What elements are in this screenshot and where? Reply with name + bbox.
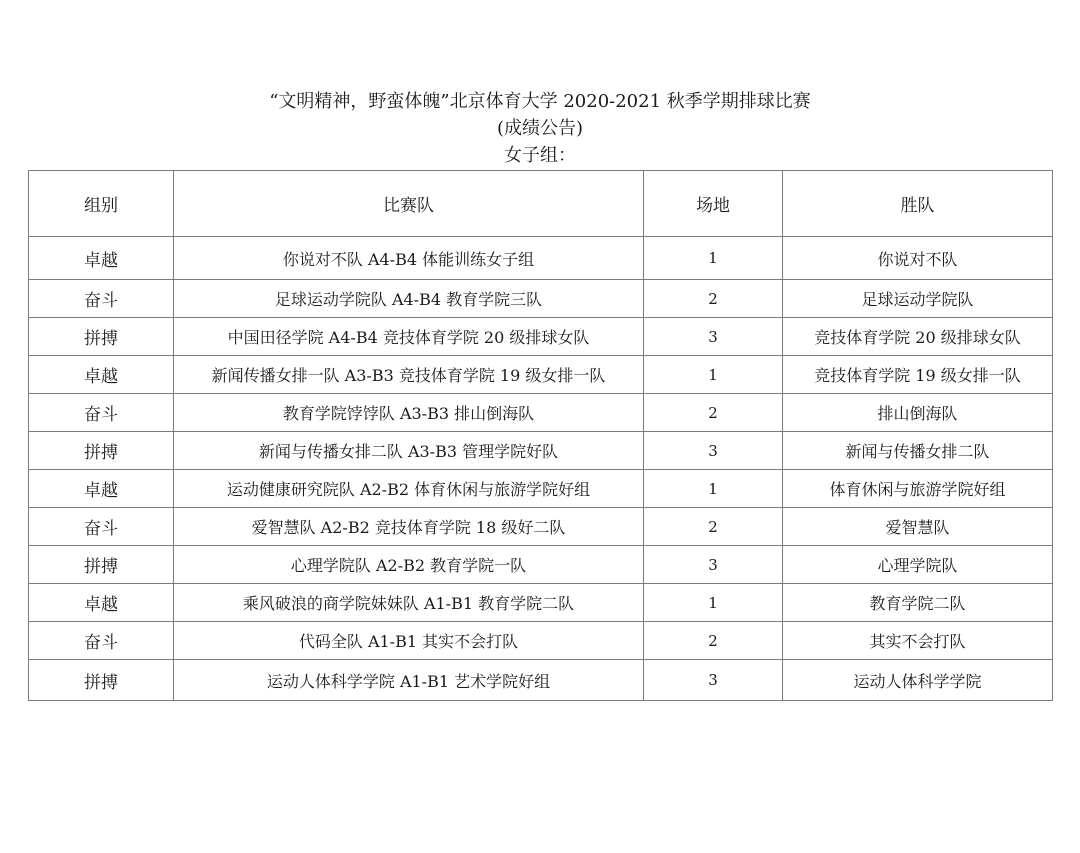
match-cell: 乘风破浪的商学院妹妹队 A1-B1 教育学院二队 <box>174 584 644 622</box>
match-cell: 运动人体科学学院 A1-B1 艺术学院好组 <box>174 660 644 701</box>
table-row <box>29 237 1053 280</box>
match-cell: 教育学院饽饽队 A3-B3 排山倒海队 <box>174 394 644 432</box>
winner-cell: 竞技体育学院 20 级排球女队 <box>783 318 1053 356</box>
table-row <box>29 318 1053 356</box>
page-subtitle: (成绩公告) <box>496 118 584 139</box>
venue-cell: 3 <box>644 318 783 356</box>
venue-cell: 2 <box>644 280 783 318</box>
column-header-match: 比赛队 <box>174 171 644 237</box>
winner-cell: 排山倒海队 <box>783 394 1053 432</box>
group-cell: 奋斗 <box>29 280 174 318</box>
winner-cell: 你说对不队 <box>783 237 1053 280</box>
group-cell: 奋斗 <box>29 508 174 546</box>
table-row <box>29 280 1053 318</box>
venue-cell: 1 <box>644 237 783 280</box>
results-table <box>28 170 1053 701</box>
winner-cell: 其实不会打队 <box>783 622 1053 660</box>
match-cell: 运动健康研究院队 A2-B2 体育休闲与旅游学院好组 <box>174 470 644 508</box>
winner-cell: 足球运动学院队 <box>783 280 1053 318</box>
table-row <box>29 546 1053 584</box>
column-header-group: 组别 <box>29 171 174 237</box>
group-cell: 卓越 <box>29 356 174 394</box>
table-row <box>29 470 1053 508</box>
venue-cell: 1 <box>644 584 783 622</box>
venue-cell: 2 <box>644 622 783 660</box>
winner-cell: 运动人体科学学院 <box>783 660 1053 701</box>
group-cell: 卓越 <box>29 584 174 622</box>
venue-cell: 3 <box>644 660 783 701</box>
winner-cell: 心理学院队 <box>783 546 1053 584</box>
venue-cell: 3 <box>644 546 783 584</box>
winner-cell: 竞技体育学院 19 级女排一队 <box>783 356 1053 394</box>
table-row <box>29 394 1053 432</box>
group-cell: 拼搏 <box>29 318 174 356</box>
venue-cell: 2 <box>644 394 783 432</box>
table-row <box>29 622 1053 660</box>
match-cell: 你说对不队 A4-B4 体能训练女子组 <box>174 237 644 280</box>
match-cell: 新闻与传播女排二队 A3-B3 管理学院好队 <box>174 432 644 470</box>
group-cell: 卓越 <box>29 470 174 508</box>
column-header-venue: 场地 <box>644 171 783 237</box>
venue-cell: 1 <box>644 356 783 394</box>
winner-cell: 体育休闲与旅游学院好组 <box>783 470 1053 508</box>
match-cell: 心理学院队 A2-B2 教育学院一队 <box>174 546 644 584</box>
section-label: 女子组： <box>504 145 576 166</box>
match-cell: 新闻传播女排一队 A3-B3 竞技体育学院 19 级女排一队 <box>174 356 644 394</box>
venue-cell: 2 <box>644 508 783 546</box>
group-cell: 拼搏 <box>29 660 174 701</box>
group-cell: 奋斗 <box>29 394 174 432</box>
group-cell: 拼搏 <box>29 432 174 470</box>
table-row <box>29 584 1053 622</box>
venue-cell: 1 <box>644 470 783 508</box>
table-row <box>29 356 1053 394</box>
winner-cell: 新闻与传播女排二队 <box>783 432 1053 470</box>
match-cell: 爱智慧队 A2-B2 竞技体育学院 18 级好二队 <box>174 508 644 546</box>
winner-cell: 教育学院二队 <box>783 584 1053 622</box>
match-cell: 中国田径学院 A4-B4 竞技体育学院 20 级排球女队 <box>174 318 644 356</box>
match-cell: 代码全队 A1-B1 其实不会打队 <box>174 622 644 660</box>
group-cell: 奋斗 <box>29 622 174 660</box>
column-header-winner: 胜队 <box>783 171 1053 237</box>
table-row <box>29 432 1053 470</box>
announcement-header <box>0 88 1080 169</box>
table-header-row <box>29 171 1053 237</box>
group-cell: 卓越 <box>29 237 174 280</box>
group-cell: 拼搏 <box>29 546 174 584</box>
table-row <box>29 660 1053 701</box>
table-row <box>29 508 1053 546</box>
match-cell: 足球运动学院队 A4-B4 教育学院三队 <box>174 280 644 318</box>
venue-cell: 3 <box>644 432 783 470</box>
winner-cell: 爱智慧队 <box>783 508 1053 546</box>
page-title: “文明精神，野蛮体魄”北京体育大学 2020-2021 秋季学期排球比赛 <box>269 91 811 112</box>
